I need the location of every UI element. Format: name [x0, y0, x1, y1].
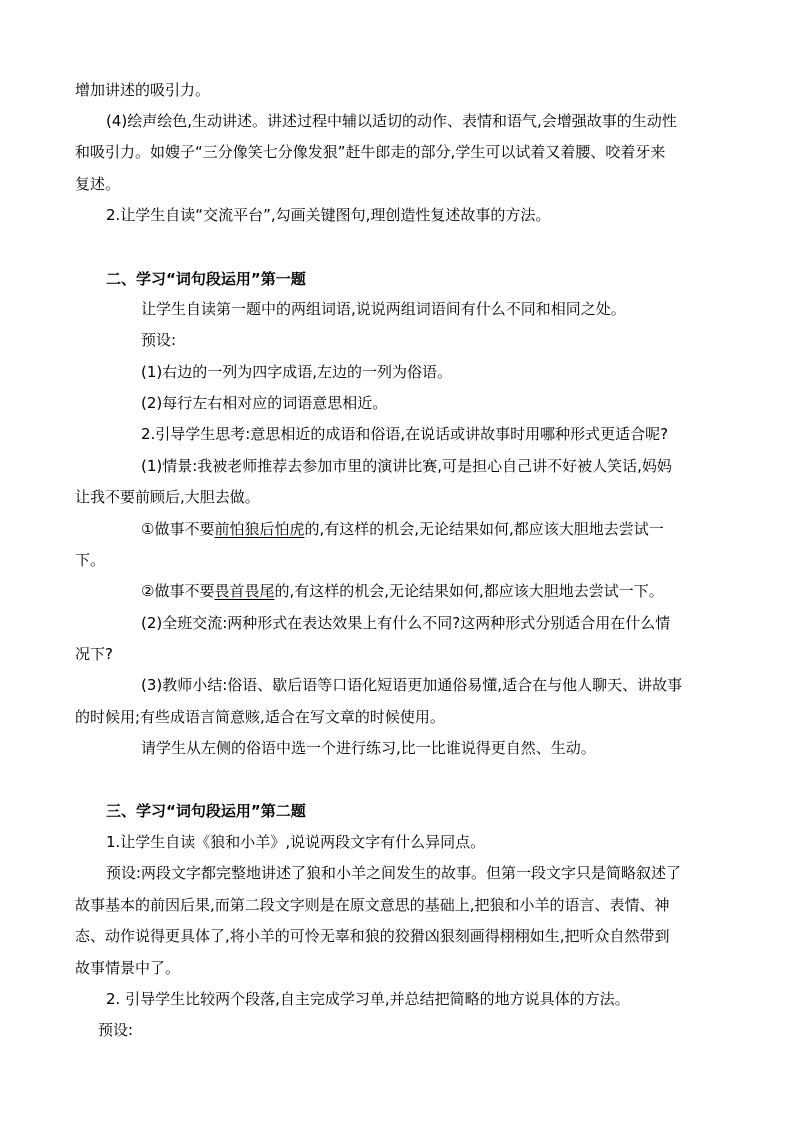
paragraph-line: 预设: [98, 1021, 134, 1039]
sentence-text: 的,有这样的机会,无论结果如何,都应该大胆地去尝试一下。 [274, 582, 664, 600]
paragraph-line: 请学生从左侧的俗语中选一个进行练习,比一比谁说得更自然、生动。 [141, 739, 596, 757]
paragraph-line: (4)绘声绘色,生动讲述。讲述过程中辅以适切的动作、表情和语气,会增强故事的生动性 [106, 112, 677, 130]
paragraph-line: 增加讲述的吸引力。 [75, 81, 211, 99]
paragraph-line: 态、动作说得更具体了,将小羊的可怜无辜和狼的狡猾凶狠刻画得栩栩如生,把听众自然带到 [75, 927, 670, 945]
paragraph-line: (1)情景:我被老师推荐去参加市里的演讲比赛,可是担心自己讲不好被人笑话,妈妈 [141, 457, 672, 475]
section-heading: 三、学习“词句段运用”第二题 [106, 802, 306, 820]
section-heading: 二、学习“词句段运用”第一题 [106, 270, 306, 288]
paragraph-line: 和吸引力。如嫂子“三分像笑七分像发狠”赶牛郎走的部分,学生可以试着又着腰、咬着牙来 [75, 143, 666, 161]
paragraph-line: 预设:两段文字都完整地讲述了狼和小羊之间发生的故事。但第一段文字只是简略叙述了 [106, 864, 682, 882]
underlined-idiom: 畏首畏尾 [214, 582, 275, 600]
paragraph-line: 况下? [75, 645, 113, 663]
paragraph-line: 让我不要前顾后,大胆去做。 [75, 488, 260, 506]
paragraph-line: 2.让学生自读“交流平台”,勾画关键图句,理创造性复述故事的方法。 [106, 206, 551, 224]
paragraph-line: 下。 [75, 551, 106, 569]
paragraph-line: (1)右边的一列为四字成语,左边的一列为俗语。 [141, 363, 453, 381]
paragraph-line: 1.让学生自读《狼和小羊》,说说两段文字有什么异同点。 [106, 833, 486, 851]
underlined-idiom: 前怕狼后怕虎 [214, 520, 305, 538]
paragraph-line: 复述。 [75, 175, 121, 193]
paragraph-line: 的时候用;有些成语言简意赅,适合在写文章的时候使用。 [75, 708, 445, 726]
paragraph-line: 预设: [141, 331, 177, 349]
example-sentence-1 [141, 518, 664, 540]
paragraph-line: (2)每行左右相对应的词语意思相近。 [141, 394, 388, 412]
paragraph-line: 让学生自读第一题中的两组词语,说说两组词语间有什么不同和相同之处。 [141, 300, 626, 318]
sentence-text: ②做事不要 [141, 582, 215, 600]
sentence-text: 的,有这样的机会,无论结果如何,都应该大胆地去尝试一 [304, 520, 664, 538]
paragraph-line: (3)教师小结:俗语、歇后语等口语化短语更加通俗易懂,适合在与他人聊天、讲故事 [141, 676, 683, 694]
example-sentence-2 [141, 580, 664, 602]
sentence-text: ①做事不要 [141, 520, 215, 538]
paragraph-line: 故事基本的前因后果,而第二段文字则是在原文意思的基础上,把狼和小羊的语言、表情、神 [75, 896, 670, 914]
paragraph-line: 2.引导学生思考:意思相近的成语和俗语,在说话或讲故事时用哪种形式更适合呢? [141, 425, 669, 443]
paragraph-line: (2)全班交流:两种形式在表达效果上有什么不同?这两种形式分别适合用在什么情 [141, 614, 671, 632]
paragraph-line: 2. 引导学生比较两个段落,自主完成学习单,并总结把简略的地方说具体的方法。 [106, 990, 630, 1008]
paragraph-line: 故事情景中了。 [75, 959, 181, 977]
